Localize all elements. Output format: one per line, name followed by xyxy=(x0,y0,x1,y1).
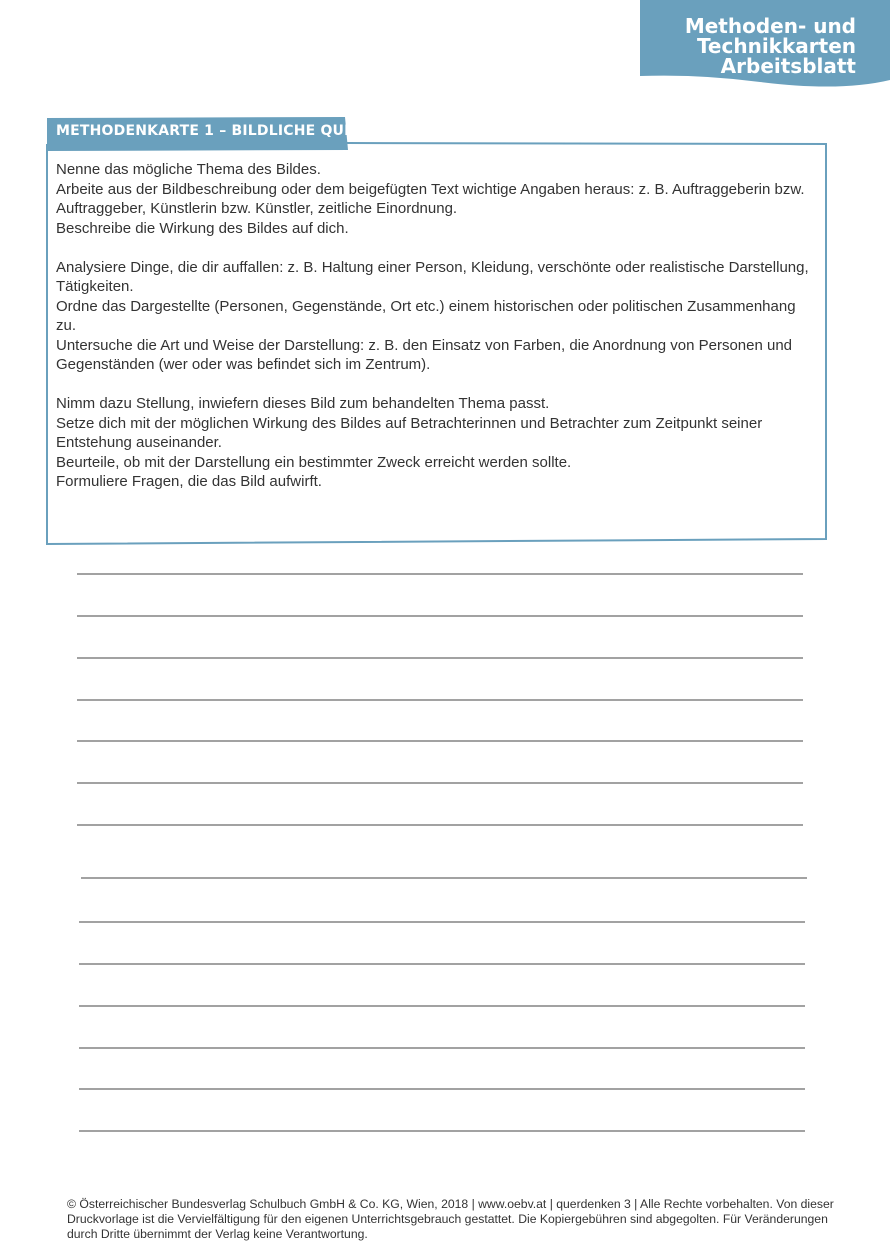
header-title-line-3: Arbeitsblatt xyxy=(720,54,856,78)
instruction-3: Beschreibe die Wirkung des Bildes auf dich. xyxy=(56,219,349,237)
instruction-5: Ordne das Dargestellte (Personen, Gegenstände, Ort etc.) einem historischen oder politischen Zusammenhang zu. xyxy=(56,297,796,334)
instruction-2: Arbeite aus der Bildbeschreibung oder dem beigefügten Text wichtige Angaben heraus: z. B. Auftraggeberin bzw. Auftraggeber, Künstlerin bzw. Künstler, zeitliche Einordnung. xyxy=(56,180,805,217)
card-body xyxy=(56,160,816,492)
header-title-line-1: Methoden- und xyxy=(684,14,856,38)
instruction-10: Formuliere Fragen, die das Bild aufwirft. xyxy=(56,473,322,490)
header-title-line-2: Technikkarten xyxy=(696,34,856,58)
instruction-7: Nimm dazu Stellung, inwiefern dieses Bild zum behandelten Thema passt. xyxy=(56,395,550,412)
instruction-1: Nenne das mögliche Thema des Bildes. xyxy=(56,161,321,178)
instruction-9: Beurteile, ob mit der Darstellung ein bestimmter Zweck erreicht werden sollte. xyxy=(56,453,572,471)
instruction-8: Setze dich mit der möglichen Wirkung des Bildes auf Betrachterinnen und Betrachter zum Zeitpunkt seiner Entstehung auseinander. xyxy=(56,414,763,451)
card-title: METHODENKARTE 1 – BILDLICHE QUELLE xyxy=(56,123,382,139)
instruction-4: Analysiere Dinge, die dir auffallen: z. B. Haltung einer Person, Kleidung, verschönte oder realistische Darstellung, Tätigkeiten. xyxy=(56,258,809,295)
copyright-footer: © Österreichischer Bundesverlag Schulbuch GmbH & Co. KG, Wien, 2018 | www.oebv.at | querdenken 3 | Alle Rechte vorbehalten. Von dieser Druckvorlage ist die Vervielfältigung für den eigenen Unterrichtsgebrauch gestattet. Die Kopiergebühren sind abgegolten. Für Veränderungen durch Dritte übernimmt der Verlag keine Verantwortung. xyxy=(67,1197,834,1241)
instruction-6: Untersuche die Art und Weise der Darstellung: z. B. den Einsatz von Farben, die Anordnung von Personen und Gegenständen (wer oder was befindet sich im Zentrum). xyxy=(56,336,793,373)
